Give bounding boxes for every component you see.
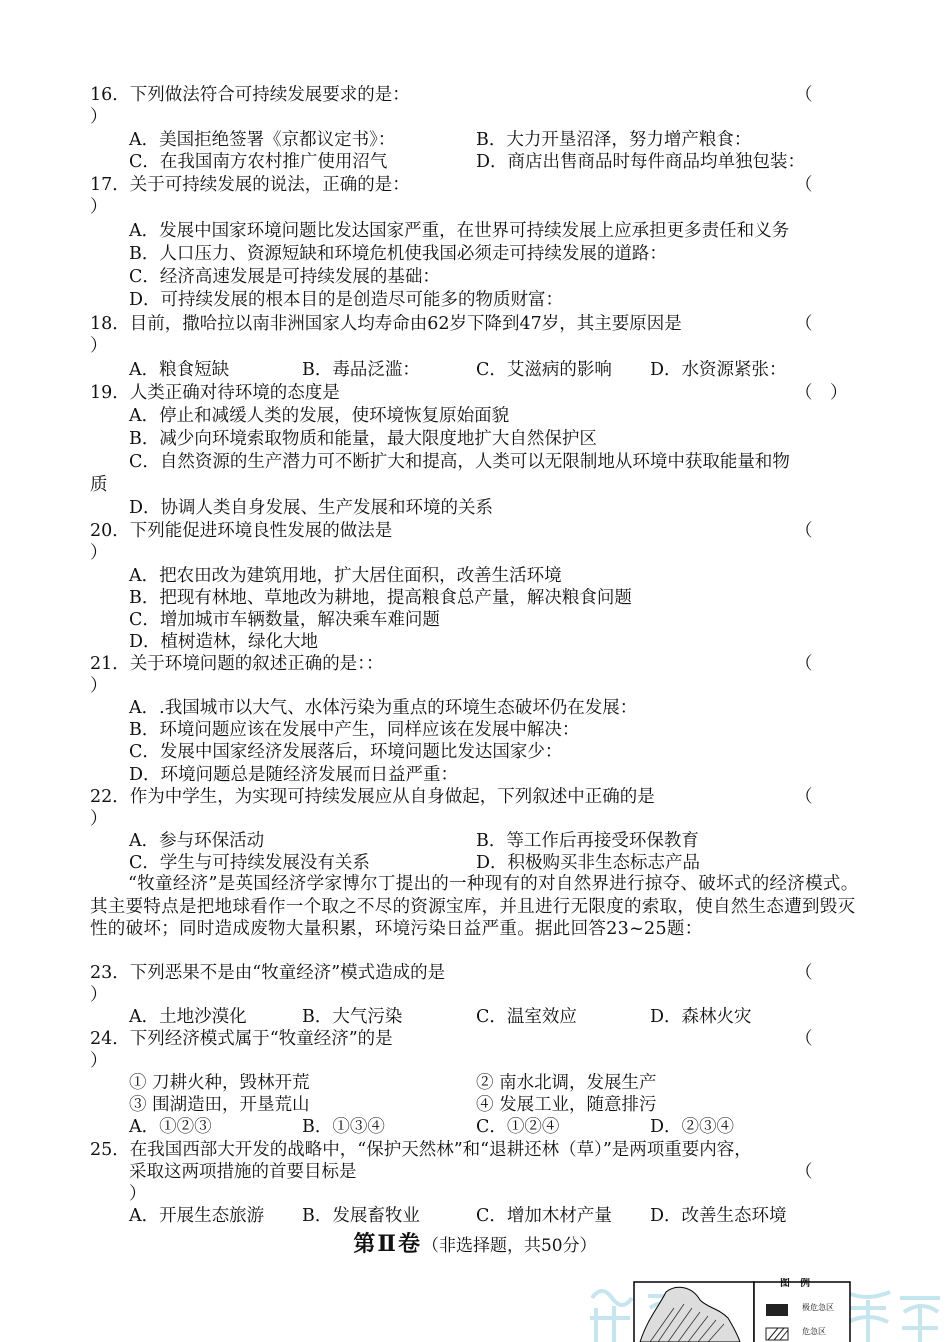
q16-option-c: C．在我国南方农村推广使用沼气 [129, 152, 388, 172]
answer-paren-open: （ [795, 175, 813, 195]
q16-option-b: B．大力开垦沼泽，努力增产粮食： [476, 130, 752, 150]
q22-option-a: A．参与环保活动 [129, 831, 265, 851]
question-19-stem: 19．人类正确对待环境的态度是 [90, 383, 340, 403]
q24-item-4: ④ 发展工业，随意排污 [476, 1095, 657, 1115]
q19-option-a: A．停止和减缓人类的发展，使环境恢复原始面貌 [129, 406, 510, 426]
question-17-stem: 17．关于可持续发展的说法，正确的是： [90, 175, 410, 195]
question-22-stem: 22．作为中学生，为实现可持续发展应从自身做起，下列叙述中正确的是 [90, 787, 655, 807]
q19-option-c-wrap: 质 [90, 475, 108, 495]
answer-paren-close: ） [90, 543, 108, 563]
q23-option-a: A．土地沙漠化 [129, 1007, 247, 1027]
q19-option-b: B．减少向环境索取物质和能量，最大限度地扩大自然保护区 [129, 429, 597, 449]
q19-option-c: C．自然资源的生产潜力可不断扩大和提高，人类可以无限制地从环境中获取能量和物 [129, 452, 790, 472]
legend-title: 图 例 [780, 1278, 810, 1289]
section-subtitle: （非选择题，共50分） [421, 1236, 597, 1256]
legend-swatch-critical [766, 1328, 788, 1340]
answer-paren-close: ） [90, 1051, 108, 1071]
q20-option-b: B．把现有林地、草地改为耕地，提高粮食总产量，解决粮食问题 [129, 588, 632, 608]
q24-item-2: ② 南水北调，发展生产 [476, 1073, 657, 1093]
q23-option-d: D．森林火灾 [650, 1007, 752, 1027]
q20-option-a: A．把农田改为建筑用地，扩大居住面积，改善生活环境 [129, 566, 562, 586]
q18-option-c: C．艾滋病的影响 [476, 360, 612, 380]
question-23-stem: 23．下列恶果不是由“牧童经济”模式造成的是 [90, 963, 446, 983]
q22-option-c: C．学生与可持续发展没有关系 [129, 853, 370, 873]
map-figure [588, 1278, 950, 1342]
question-21-stem: 21．关于环境问题的叙述正确的是：： [90, 654, 384, 674]
answer-paren-close: ） [129, 1184, 147, 1204]
q22-option-d: D．积极购买非生态标志产品 [476, 853, 701, 873]
q16-option-d: D．商店出售商品时每件商品均单独包装： [476, 152, 806, 172]
question-18-stem: 18．目前，撒哈拉以南非洲国家人均寿命由62岁下降到47岁，其主要原因是 [90, 314, 682, 334]
answer-paren-open: （ [795, 654, 813, 674]
q24-item-3: ③ 围湖造田，开垦荒山 [129, 1095, 310, 1115]
q23-option-b: B．大气污染 [302, 1007, 403, 1027]
q24-option-a: A．①②③ [129, 1117, 212, 1137]
answer-paren-close: ） [90, 985, 108, 1005]
answer-paren-open: （ [795, 314, 813, 334]
q24-option-c: C．①②④ [476, 1117, 560, 1137]
q16-option-a: A．美国拒绝签署《京都议定书》： [129, 130, 396, 150]
q17-option-a: A．发展中国家环境问题比发达国家严重，在世界可持续发展上应承担更多责任和义务 [129, 221, 790, 241]
q18-option-d: D．水资源紧张： [650, 360, 787, 380]
q19-option-d: D．协调人类自身发展、生产发展和环境的关系 [129, 498, 494, 518]
answer-paren-close: ） [90, 676, 108, 696]
q24-option-d: D．②③④ [650, 1117, 735, 1137]
answer-paren-open: （ [795, 963, 813, 983]
answer-paren-open: （ [795, 1162, 813, 1182]
q21-option-c: C．发展中国家经济发展落后，环境问题比发达国家少： [129, 742, 563, 762]
q21-option-b: B．环境问题应该在发展中产生，同样应该在发展中解决： [129, 720, 580, 740]
q21-option-d: D．环境问题总是随经济发展而日益严重： [129, 765, 459, 785]
q18-option-a: A．粮食短缺 [129, 360, 230, 380]
q22-option-b: B．等工作后再接受环保教育 [476, 831, 699, 851]
q25-option-c: C．增加木材产量 [476, 1206, 612, 1226]
question-25-stem: 25．在我国西部大开发的战略中，“保护天然林”和“退耕还林（草）”是两项重要内容， [90, 1140, 752, 1160]
q17-option-c: C．经济高速发展是可持续发展的基础： [129, 267, 440, 287]
reading-passage: “牧童经济”是英国经济学家博尔丁提出的一种现有的对自然界进行掠夺、破坏式的经济模式。其主要特点是把地球看作一个取之不尽的资源宝库，并且进行无限度的索取，使自然生态遭到毁灭性的破坏；同时造成废物大量积累，环境污染日益严重。据此回答23~25题： [90, 874, 859, 939]
question-24-stem: 24．下列经济模式属于“牧童经济”的是 [90, 1029, 393, 1049]
q20-option-d: D．植树造林，绿化大地 [129, 632, 319, 652]
answer-paren-open: （ [795, 787, 813, 807]
answer-paren-close: ） [90, 107, 108, 127]
question-20-stem: 20．下列能促进环境良性发展的做法是 [90, 521, 393, 541]
q17-option-b: B．人口压力、资源短缺和环境危机使我国必须走可持续发展的道路： [129, 244, 667, 264]
section-title [0, 1233, 950, 1257]
question-16-stem: 16．下列做法符合可持续发展要求的是： [90, 85, 410, 105]
legend-swatch-extreme [766, 1304, 788, 1316]
answer-paren: （ ） [795, 383, 848, 403]
q25-option-b: B．发展畜牧业 [302, 1206, 420, 1226]
q25-option-d: D．改善生态环境 [650, 1206, 787, 1226]
q18-option-b: B．毒品泛滥： [302, 360, 420, 380]
q20-option-c: C．增加城市车辆数量，解决乘车难问题 [129, 610, 440, 630]
answer-paren-close: ） [90, 809, 108, 829]
q24-item-1: ① 刀耕火种，毁林开荒 [129, 1073, 310, 1093]
answer-paren-open: （ [795, 85, 813, 105]
answer-paren-close: ） [90, 197, 108, 217]
q25-option-a: A．开展生态旅游 [129, 1206, 265, 1226]
q24-option-b: B．①③④ [302, 1117, 385, 1137]
answer-paren-open: （ [795, 1029, 813, 1049]
map-image [588, 1278, 950, 1342]
q17-option-d: D．可持续发展的根本目的是创造尽可能多的物质财富： [129, 290, 564, 310]
legend-item-critical: 危急区 [802, 1327, 826, 1336]
legend-item-extreme: 极危急区 [802, 1303, 834, 1312]
answer-paren-open: （ [795, 521, 813, 541]
q21-option-a: A．.我国城市以大气、水体污染为重点的环境生态破坏仍在发展： [129, 698, 638, 718]
question-25-stem-cont: 采取这两项措施的首要目标是 [129, 1162, 357, 1182]
section-heading: 第Ⅱ卷 [353, 1231, 422, 1257]
q23-option-c: C．温室效应 [476, 1007, 577, 1027]
answer-paren-close: ） [90, 336, 108, 356]
